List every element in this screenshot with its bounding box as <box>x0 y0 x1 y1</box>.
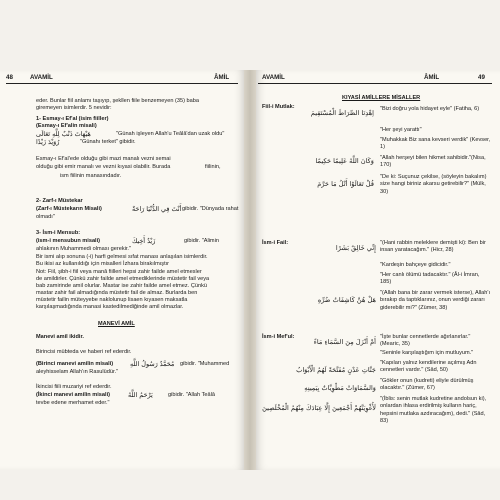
arabic-text: يَرْحَمُ اللَّهُ <box>128 391 153 399</box>
text-line: gibidir. "Allah Teâlâ <box>168 392 215 398</box>
arabic-text: مُحَمَّدٌ رَسُولُ اللَّهِ <box>130 360 175 368</box>
heading: 3- İsm-i Mensub: <box>36 230 81 236</box>
book-gutter <box>244 70 256 470</box>
text-line: İkincisi fiili muzariyi ref ederdir. <box>36 384 112 390</box>
text-line: tevbe edene merhamet eder." <box>36 400 110 406</box>
arabic-verse: أَمْ أَنْزَلَ مِنَ السَّمَاءِ مَاءً <box>313 338 376 346</box>
arabic-verse: اِهْدِنَا الصِّرَاطَ الْمُسْتَقِيمَ <box>310 109 374 117</box>
right-header-right: ÂMİL <box>424 74 440 81</box>
heading: (ism-i mensubun misali) <box>36 238 101 244</box>
left-header-right: ÂMİL <box>214 74 230 81</box>
right-header-title: AVAMİL <box>262 74 285 81</box>
note-line: mastar zahir fail almadığında müstetir fail de almaz. Burlarda ben <box>36 290 198 296</box>
text-line: Esmay-ı Ef'al'ede olduğu gibi mazi manalı vezni semai <box>36 156 171 162</box>
heading: 1- Esmay-ı Ef'al (isim fiiller) <box>36 116 109 122</box>
section-heading: KIYASİ AMİLLERE MİSALLER <box>342 95 421 101</box>
text-line: giremeyen isimlerdir. 5 nevidir: <box>36 105 112 111</box>
note-line: de amildirler. Çünkü zahir failde amel etmediklerinde müstetir fail veya <box>36 276 210 282</box>
text-line: eder. Bunlar fiil anlamı taşıyıp, şekllen fiile benzemeyen (35) baba <box>36 98 199 104</box>
arabic-verse: قُلْ تَعَالَوْا أَتْلُ مَا حَرَّمَ <box>317 180 374 188</box>
text-line: fiilinin, <box>205 164 221 170</box>
label-ism-fail: İsm-i Fail: <box>262 240 289 246</box>
right-header-rule <box>258 83 492 84</box>
label-fiil-mutlak: Fiil-i Mutlak: <box>262 104 295 110</box>
arabic-text: رُوَيْدَ زَيْدًا <box>36 138 60 146</box>
translation: "Seninle karşılaştığım için mutluyum." <box>380 350 474 356</box>
heading: (Zarf-ı Müstekarın Misali) <box>36 206 102 212</box>
heading: (Birinci manevi amilin misali) <box>36 361 114 367</box>
label-ism-meful: İsm-i Mef'ul: <box>262 334 295 340</box>
arabic-verse: إِنِّي خَالِقٌ بَشَرًا <box>335 244 376 252</box>
note-line: Not: Fiil, şibh-i fiil veya manâ fiilleri hepsi zahir failde amel etmesler <box>36 269 202 275</box>
translation: "(Hani rabbin meleklere demişti ki): Ben bir insan yaratacağım." (Hicr, 28) <box>380 240 486 254</box>
text-line: Bir ismi alıp sonuna (-i) harfi gelmesi sıfat manası anlaşılan isimlerdir. <box>36 254 208 260</box>
text-line: gibidir. "Alimin <box>184 238 219 244</box>
arabic-verse: جَنَّاتِ عَدْنٍ مُفَتَّحَةً لَهُمُ الْأَبْوَابُ <box>296 366 376 374</box>
left-header-title: AVAMİL <box>30 74 53 81</box>
note-line: karşılaşmadığında manasi kastedilmediğinde amil olmazlar. <box>36 304 184 310</box>
text-line: aleyhisselam Allah'ın Rasulüdür." <box>36 369 119 375</box>
heading: Manevi amil ikidir. <box>36 334 84 340</box>
text-line: Bu ikisi az kullanıldığı için misalleri İzhara birakılmıştır <box>36 261 170 267</box>
translation: "Gökler onun (kudreti) eliyle dürülmüş olacaktır." (Zümer, 67) <box>380 378 474 392</box>
arabic-text: زَيْدٌ أَخِيكَ <box>132 237 156 245</box>
text-line: olduğu gibi emir manalı ve vezni kıyasi olabilir. Burada <box>36 164 171 170</box>
section-heading: MANEVİ AMİL <box>98 321 135 327</box>
translation: "Allah herşeyi bilen hikmet sahibidir."(Nisa, 170) <box>380 155 486 169</box>
text-line: ahlakının Muhammedi olması gerekir." <box>36 246 131 252</box>
text-line: ism fiilinin manasındadır. <box>60 173 122 179</box>
text-line: "Günah işleyen Allah'u Teâlâ'dan uzak oldu" <box>116 131 225 137</box>
text-line: gibidir. "Muhammed <box>180 361 230 367</box>
arabic-verse: لَأُغْوِيَنَّهُمْ أَجْمَعِينَ إِلَّا عِبَادَكَ مِنْهُمُ الْمُخْلَصِينَ <box>262 404 376 412</box>
text-line: gibidir. "Dünyada rahat <box>182 206 239 212</box>
translation: "(Allah bana bir zarar vermek isterse), Allah'ı bırakıp da taptıklarınız, onun verdiği zararı giderebilir mi?" (Zümer, 38) <box>380 290 490 311</box>
translation: "Her şeyi yarattı" <box>380 127 422 133</box>
translation: "Her canlı ölümü tadacaktır." (Âl-i İmran, 185) <box>380 272 480 286</box>
translation: "Kapıları yalnız kendilerine açılmış Adn cennetleri vardır." (Sâd, 50) <box>380 360 477 374</box>
text-line: olmadı" <box>36 214 55 220</box>
translation: "(İblis: senin mutlak kudretine andolsun ki), onlardan ihlasa erdirilmiş kulların hariç, hepsini mutlaka azdıracağım), dedi." (Sâd, 83) <box>380 396 487 425</box>
text-line: Birincisi mübteda ve haberi ref ederdir. <box>36 349 132 355</box>
note-line: müstetir failin müteyyebe naklolunup lisaen kıyasen maksatla <box>36 297 188 303</box>
heading: 2- Zarf-ı Müstekar <box>36 198 83 204</box>
heading: (İkinci manevi amilin misali) <box>36 392 110 398</box>
arabic-verse: وَالسَّمَاوَاتُ مَطْوِيَّاتٌ بِيَمِينِهِ <box>304 384 376 392</box>
heading: (Esmay-ı Ef'alin misali) <box>36 123 97 129</box>
note-line: bab zamirinde amil olurlar. Mastar ise zahir failde amel etmez. Çünkü <box>36 283 207 289</box>
arabic-verse: وَكَانَ اللَّهُ عَلِيمًا حَكِيمًا <box>315 157 374 165</box>
right-page-number: 49 <box>478 74 485 81</box>
translation: "Muhakkak Biz sana kevseri verdik" (Kevser, 1) <box>380 137 491 151</box>
left-page-number: 48 <box>6 74 13 81</box>
arabic-verse: هَلْ هُنَّ كَاشِفَاتُ ضُرِّهِ <box>317 296 376 304</box>
translation: "Kardeşin bahçeye gidicidir." <box>380 262 451 268</box>
left-header-rule <box>6 83 238 84</box>
translation: "Bizi doğru yola hidayet eyle" (Fatiha, 6) <box>380 106 480 112</box>
translation: "De ki: Suçunuz çekilse, (söyleyin bakalım) size hangi biriniz akarsu getirebilir?" (Mülk, 30) <box>380 174 487 195</box>
arabic-text: هَيْهَاتَ ذَنْبٌ لِلَّهِ تَعَالَى <box>36 130 91 138</box>
text-line: "Günahı terket" gibidir. <box>80 139 136 145</box>
arabic-text: أَنْتَ فِي الدُّنْيَا رَاحَةٌ <box>132 205 182 213</box>
translation: "İşte bunlar cennetlerde ağırlanırlar." (Mearic, 35) <box>380 334 471 348</box>
